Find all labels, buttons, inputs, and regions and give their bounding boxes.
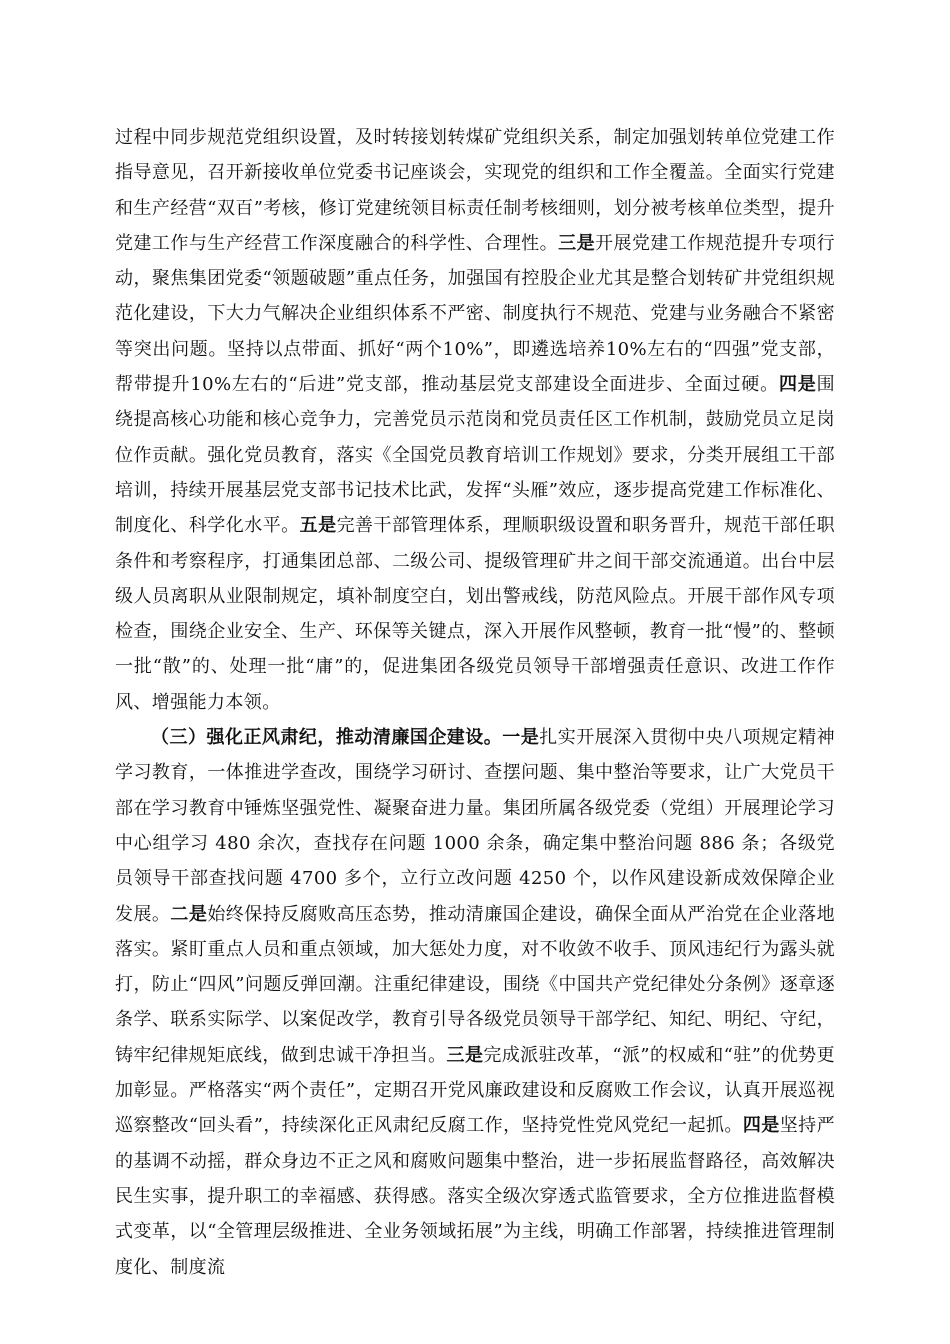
text-segment: 开展党建工作规范提升专项行动，聚焦集团党委“领题破题”重点任务，加强国有控股企业尤其是整合划转矿井党组织规范化建设，下大力气解决企业组织体系不严密、制度执行不规范、党建与业务融合不紧密等突出问题。坚持以点带面、抓好“两个10%”，即遴选培养10%左右的“四强”党支部，帮带提升10%左右的“后进”党支部，推动基层党支部建设全面进步、全面过硬。 <box>115 232 835 396</box>
text-segment: 完成派驻改革，“派”的权威和“驻”的优势更加彰显。严格落实“两个责任”，定期召开党风廉政建设和反腐败工作会议，认真开展巡视巡察整改“回头看”，持续深化正风肃纪反腐工作，坚持党性党风党纪一起抓。 <box>115 1044 835 1137</box>
paragraph-party-building <box>115 120 835 720</box>
section-heading: （三）强化正风肃纪，推动清廉国企建设。 <box>151 727 503 749</box>
text-segment: 始终保持反腐败高压态势，推动清廉国企建设，确保全面从严治党在企业落地落实。紧盯重点人员和重点领域，加大惩处力度，对不收敛不收手、顶风违纪行为露头就打，防止“四风”问题反弹回潮。注重纪律建设，围绕《中国共产党纪律处分条例》逐章逐条学、联系实际学、以案促改学，教育引导各级党员领导干部学纪、知纪、明纪、守纪，铸牢纪律规矩底线，做到忠诚干净担当。 <box>115 903 835 1066</box>
text-segment: 扎实开展深入贯彻中央八项规定精神学习教育，一体推进学查改，围绕学习研讨、查摆问题、集中整治等要求，让广大党员干部在学习教育中锤炼坚强党性、凝聚奋进力量。集团所属各级党委（党组）开展理论学习中心组学习 480 余次，查找存在问题 1000 余条，确定集中整治问题 886 条；各级党员领导干部查找问题 4700 多个，立行立改问题 4250 个，以作风建设新成效保障企业发展。 <box>115 727 835 925</box>
text-segment: 过程中同步规范党组织设置，及时转接划转煤矿党组织关系，制定加强划转单位党建工作指导意见，召开新接收单位党委书记座谈会，实现党的组织和工作全覆盖。全面实行党建和生产经营“双百”考核，修订党建统领目标责任制考核细则，划分被考核单位类型，提升党建工作与生产经营工作深度融合的科学性、合理性。 <box>115 127 835 254</box>
bold-marker-three: 三是 <box>558 232 596 254</box>
bold-marker-two: 二是 <box>170 903 208 925</box>
bold-marker-four: 四是 <box>742 1115 780 1137</box>
bold-marker-three: 三是 <box>446 1044 484 1066</box>
text-segment: 完善干部管理体系，理顺职级设置和职务晋升，规范干部任职条件和考察程序，打通集团总部、二级公司、提级管理矿井之间干部交流通道。出台中层级人员离职从业限制规定，填补制度空白，划出警戒线，防范风险点。开展干部作风专项检查，围绕企业安全、生产、环保等关键点，深入开展作风整顿，教育一批“慢”的、整顿一批“散”的、处理一批“庸”的，促进集团各级党员领导干部增强责任意识、改进工作作风、增强能力本领。 <box>115 515 835 713</box>
bold-marker-five: 五是 <box>299 515 337 537</box>
text-segment: 围绕提高核心功能和核心竞争力，完善党员示范岗和党员责任区工作机制，鼓励党员立足岗位作贡献。强化党员教育，落实《全国党员教育培训工作规划》要求，分类开展组工干部培训，持续开展基层党支部书记技术比武，发挥“头雁”效应，逐步提高党建工作标准化、制度化、科学化水平。 <box>115 374 835 537</box>
paragraph-discipline <box>115 720 835 1285</box>
text-segment: 坚持严的基调不动摇，群众身边不正之风和腐败问题集中整治，进一步拓展监督路径，高效解决民生实事，提升职工的幸福感、获得感。落实全级次穿透式监管要求，全方位推进监督模式变革，以“全管理层级推进、全业务领域拓展”为主线，明确工作部署，持续推进管理制度化、制度流 <box>115 1115 835 1278</box>
document-body <box>115 120 835 1285</box>
bold-marker-one: 一是 <box>502 727 540 749</box>
bold-marker-four: 四是 <box>778 374 817 396</box>
